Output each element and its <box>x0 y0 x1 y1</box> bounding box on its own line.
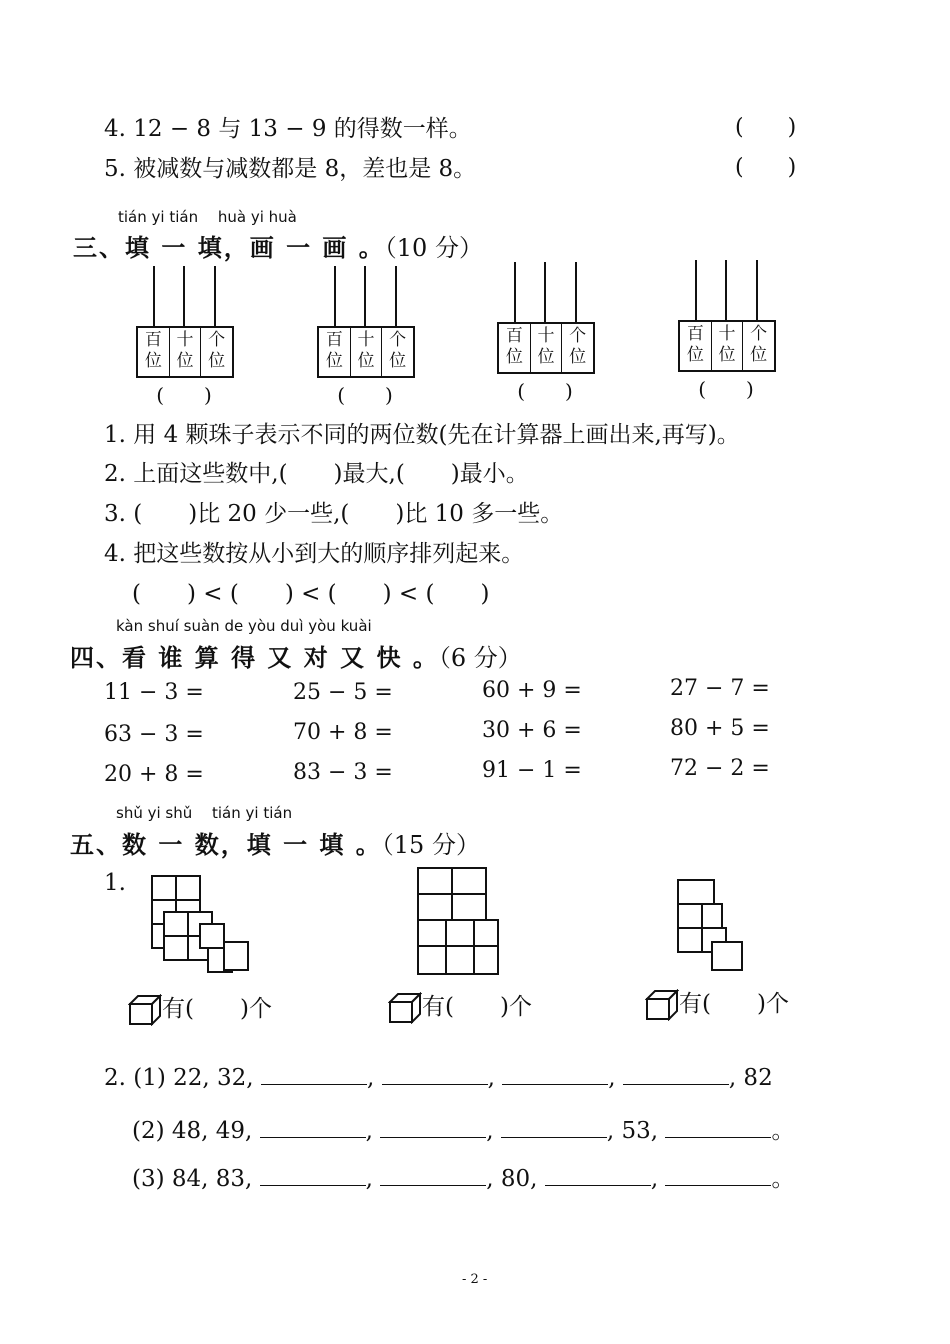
calc-item: 11 − 3 = <box>104 680 204 705</box>
cube-figure-2 <box>414 864 504 980</box>
abacus-4-answer[interactable]: ( ) <box>698 377 754 401</box>
abacus-1-hundreds: 百位 <box>138 328 170 376</box>
cube-figure-1 <box>148 872 258 982</box>
section5-pinyin: shǔ yi shǔ tián yi tián <box>116 804 293 822</box>
count-text-3[interactable]: 有( )个 <box>679 991 789 1017</box>
section5-score: （15 分） <box>381 831 480 859</box>
calc-item: 20 + 8 = <box>104 762 204 787</box>
judge-item-4: 4. 12 − 8 与 13 − 9 的得数一样。 <box>104 116 472 142</box>
sequence-3: (3) 84, 83, , , 80, , 。 <box>132 1166 795 1192</box>
count-text-2[interactable]: 有( )个 <box>422 994 532 1020</box>
count-prompt-3 <box>645 985 789 1021</box>
abacus-3-hundreds: 百位 <box>499 324 531 372</box>
abacus-1-ones: 个位 <box>208 330 226 371</box>
section3-q3: 3. ( )比 20 少一些,( )比 10 多一些。 <box>104 501 564 527</box>
section4-pinyin: kàn shuí suàn de yòu duì yòu kuài <box>116 617 372 635</box>
calc-item: 91 − 1 = <box>482 758 582 783</box>
abacus-2-answer[interactable]: ( ) <box>337 383 393 407</box>
section5-heading <box>70 825 480 860</box>
abacus-1-tens: 十位 <box>170 328 202 376</box>
section3-title: 三、填 一 填，画 一 画 。 <box>73 233 385 262</box>
judge-answer-5[interactable]: ( ) <box>735 155 797 180</box>
section4-title: 四、看 谁 算 得 又 对 又 快 。 <box>70 643 439 672</box>
sequence-2-end: 。 <box>771 1118 795 1144</box>
calc-item: 70 + 8 = <box>293 720 393 745</box>
sequence-3-blank[interactable] <box>260 1165 366 1186</box>
section3-order[interactable]: ( ) < ( ) < ( ) < ( ) <box>132 581 490 607</box>
sequence-2-blank[interactable] <box>380 1117 486 1138</box>
abacus-1-answer[interactable]: ( ) <box>156 383 212 407</box>
cube-figure-3 <box>674 876 750 974</box>
abacus-3-ones: 个位 <box>569 326 587 367</box>
section3-q1: 1. 用 4 颗珠子表示不同的两位数(先在计算器上画出来,再写)。 <box>104 422 740 448</box>
count-prompt-1 <box>128 990 272 1026</box>
sequence-1-blank[interactable] <box>261 1064 367 1085</box>
section3-heading <box>73 228 483 263</box>
calc-item: 80 + 5 = <box>670 716 770 741</box>
calc-item: 63 − 3 = <box>104 722 204 747</box>
abacus-3-answer[interactable]: ( ) <box>517 379 573 403</box>
abacus-2-hundreds: 百位 <box>319 328 351 376</box>
cube-icon <box>388 992 422 1024</box>
section3-q4: 4. 把这些数按从小到大的顺序排列起来。 <box>104 541 525 567</box>
sequence-2-blank[interactable] <box>665 1117 771 1138</box>
sequence-1-start: (1) 22, 32, <box>133 1065 254 1091</box>
judge-answer-4[interactable]: ( ) <box>735 115 797 140</box>
calc-item: 83 − 3 = <box>293 760 393 785</box>
section4-score: （6 分） <box>438 644 522 672</box>
abacus-4-ones: 个位 <box>750 324 768 365</box>
judge-item-5: 5. 被减数与减数都是 8，差也是 8。 <box>104 156 477 182</box>
calc-item: 25 − 5 = <box>293 680 393 705</box>
sequence-2-start: (2) 48, 49, <box>132 1118 253 1144</box>
cube-icon <box>128 994 162 1026</box>
cube-icon <box>645 989 679 1021</box>
sequence-1-blank[interactable] <box>382 1064 488 1085</box>
sequence-2: (2) 48, 49, , , , 53, 。 <box>132 1118 795 1144</box>
section3-q2: 2. 上面这些数中,( )最大,( )最小。 <box>104 461 529 487</box>
abacus-4-tens: 十位 <box>712 322 744 370</box>
sequence-2-blank[interactable] <box>260 1117 366 1138</box>
sequence-2-mid: , 53, <box>606 1118 659 1144</box>
section3-score: （10 分） <box>384 234 483 262</box>
sequence-3-blank[interactable] <box>545 1165 651 1186</box>
abacus-3-tens: 十位 <box>531 324 563 372</box>
section5-q1-label: 1. <box>104 870 126 896</box>
sequence-1-end: , 82 <box>728 1065 773 1091</box>
section4-heading <box>70 638 522 673</box>
sequence-3-mid: , 80, <box>486 1166 538 1192</box>
sequence-1: 2. (1) 22, 32, , , , , 82 <box>104 1065 773 1091</box>
abacus-2-ones: 个位 <box>389 330 407 371</box>
abacus-2-tens: 十位 <box>351 328 383 376</box>
sequence-1-label: 2. <box>104 1065 126 1091</box>
sequence-1-blank[interactable] <box>502 1064 608 1085</box>
calc-item: 60 + 9 = <box>482 678 582 703</box>
count-text-1[interactable]: 有( )个 <box>162 996 272 1022</box>
calc-item: 30 + 6 = <box>482 718 582 743</box>
sequence-3-start: (3) 84, 83, <box>132 1166 253 1192</box>
sequence-3-blank[interactable] <box>380 1165 486 1186</box>
count-prompt-2 <box>388 988 532 1024</box>
section5-title: 五、数 一 数，填 一 填 。 <box>70 830 382 859</box>
sequence-2-blank[interactable] <box>501 1117 607 1138</box>
sequence-3-end: 。 <box>771 1166 795 1192</box>
section3-pinyin: tián yi tián huà yi huà <box>118 208 297 226</box>
page-number: - 2 - <box>462 1272 488 1287</box>
calc-item: 27 − 7 = <box>670 676 770 701</box>
abacus-4-hundreds: 百位 <box>680 322 712 370</box>
sequence-3-blank[interactable] <box>665 1165 771 1186</box>
calc-item: 72 − 2 = <box>670 756 770 781</box>
sequence-1-blank[interactable] <box>623 1064 729 1085</box>
